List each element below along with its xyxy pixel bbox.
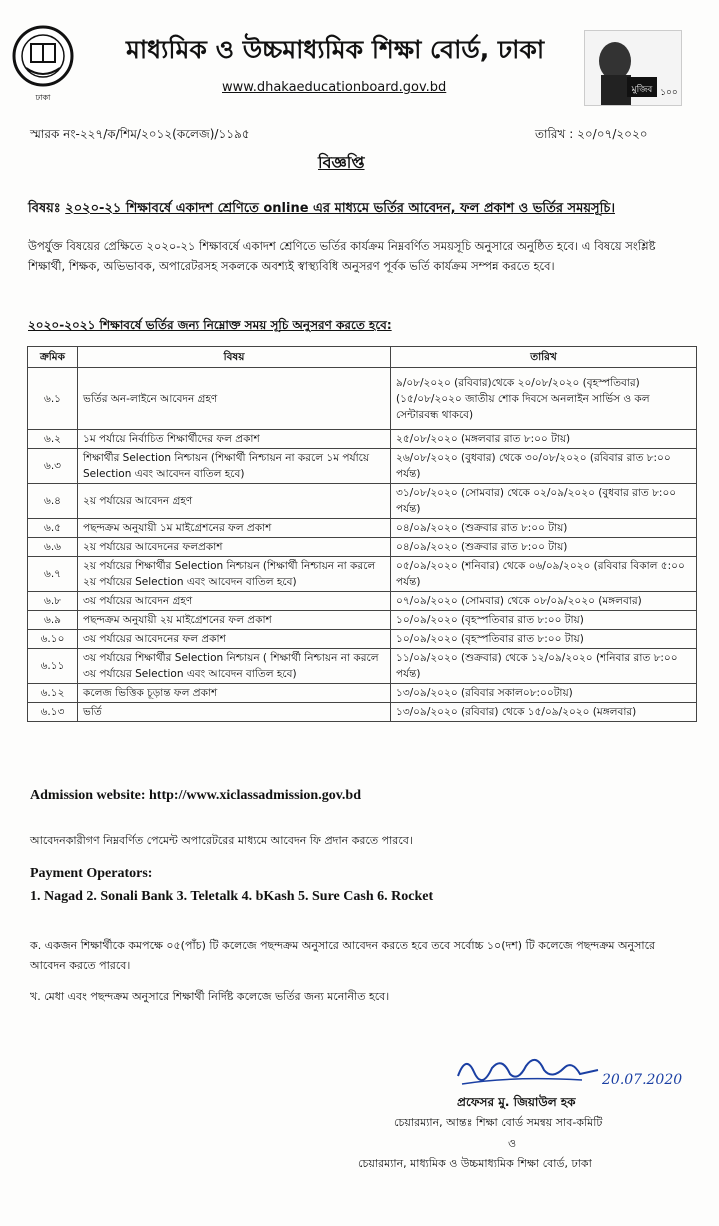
payment-operators-title: Payment Operators: (30, 866, 153, 881)
row-serial: ৬.৮ (28, 592, 78, 611)
row-date: ০৪/০৯/২০২০ (শুক্রবার রাত ৮:০০ টায়) (391, 538, 697, 557)
row-subject: ১ম পর্যায়ে নির্বাচিত শিক্ষার্থীদের ফল প্রকাশ (78, 430, 391, 449)
signer-role-1: চেয়ারম্যান, আন্তঃ শিক্ষা বোর্ড সমন্বয় সাব-কমিটি (394, 1116, 603, 1129)
row-serial: ৬.১ (28, 368, 78, 430)
table-row (28, 684, 697, 703)
table-row (28, 449, 697, 484)
table-row (28, 519, 697, 538)
signer-name: প্রফেসর মু. জিয়াউল হক (457, 1095, 576, 1109)
mujib-label: মুজিব (631, 85, 653, 95)
signer-role-connector: ও (508, 1137, 517, 1150)
note-k: ক. একজন শিক্ষার্থীকে কমপক্ষে ০৫(পাঁচ) টি কলেজে পছন্দক্রম অনুসারে আবেদন করতে হবে তবে সর্বোচ্চ ১০(দশ) টি কলেজে পছন্দক্রম অনুসারে আবেদন করতে পারবে। (30, 939, 656, 972)
row-date: ১০/০৯/২০২০ (বৃহস্পতিবার রাত ৮:০০ টায়) (391, 611, 697, 630)
row-subject: ২য় পর্যায়ের আবেদনের ফলপ্রকাশ (78, 538, 391, 557)
table-row (28, 703, 697, 722)
table-row (28, 557, 697, 592)
row-subject: ৩য় পর্যায়ের আবেদন গ্রহণ (78, 592, 391, 611)
row-subject: ৩য় পর্যায়ের আবেদনের ফল প্রকাশ (78, 630, 391, 649)
row-date: ১০/০৯/২০২০ (বৃহস্পতিবার রাত ৮:০০ টায়) (391, 630, 697, 649)
row-subject: পছন্দক্রম অনুযায়ী ২য় মাইগ্রেশনের ফল প্রকাশ (78, 611, 391, 630)
row-serial: ৬.১২ (28, 684, 78, 703)
row-serial: ৬.১৩ (28, 703, 78, 722)
row-date: ৩১/০৮/২০২০ (সোমবার) থেকে ০২/০৯/২০২০ (বুধবার রাত ৮:০০ পর্যন্ত) (391, 484, 697, 519)
table-row (28, 592, 697, 611)
board-website-link[interactable]: www.dhakaeducationboard.gov.bd (222, 80, 447, 95)
fee-note: আবেদনকারীগণ নিম্নবর্ণিত পেমেন্ট অপারেটরের মাধ্যমে আবেদন ফি প্রদান করতে পারবে। (30, 834, 413, 847)
row-date: ২৫/০৮/২০২০ (মঙ্গলবার রাত ৮:০০ টায়) (391, 430, 697, 449)
row-date: ২৬/০৮/২০২০ (বুধবার) থেকে ৩০/০৮/২০২০ (রবিবার রাত ৮:০০ পর্যন্ত) (391, 449, 697, 484)
handwritten-signature (452, 1046, 683, 1096)
schedule-heading: ২০২০-২০২১ শিক্ষাবর্ষে ভর্তির জন্য নিম্নোক্ত সময় সূচি অনুসরণ করতে হবে: (28, 318, 392, 332)
subject-text: ২০২০-২১ শিক্ষাবর্ষে একাদশ শ্রেণিতে online এর মাধ্যমে ভর্তির আবেদন, ফল প্রকাশ ও ভর্তির সময়সূচি। (65, 201, 615, 216)
row-serial: ৬.২ (28, 430, 78, 449)
table-row (28, 368, 697, 430)
board-seal-logo (12, 16, 74, 104)
row-serial: ৬.৫ (28, 519, 78, 538)
row-subject: ২য় পর্যায়ের শিক্ষার্থীর Selection নিশ্চায়ন (শিক্ষার্থী নিশ্চায়ন না করলে ২য় পর্যায়ের Selection এবং আবেদন বাতিল হবে) (78, 557, 391, 592)
memo-number: স্মারক নং-২২৭/ক/শিম/২০১২(কলেজ)/১১৯৫ (30, 127, 250, 141)
header-serial: ক্রমিক (28, 347, 78, 368)
schedule-table (27, 346, 697, 722)
row-date: ১৩/০৯/২০২০ (রবিবার) থেকে ১৫/০৯/২০২০ (মঙ্গলবার) (391, 703, 697, 722)
table-row (28, 630, 697, 649)
row-serial: ৬.৭ (28, 557, 78, 592)
table-row (28, 484, 697, 519)
row-subject: কলেজ ভিত্তিক চূড়ান্ত ফল প্রকাশ (78, 684, 391, 703)
row-subject: ২য় পর্যায়ের আবেদন গ্রহণ (78, 484, 391, 519)
row-subject: পছন্দক্রম অনুযায়ী ১ম মাইগ্রেশনের ফল প্রকাশ (78, 519, 391, 538)
table-row (28, 649, 697, 684)
intro-paragraph: উপর্যুক্ত বিষয়ের প্রেক্ষিতে ২০২০-২১ শিক্ষাবর্ষে একাদশ শ্রেণিতে ভর্তির কার্যক্রম নিম্নবর্ণিত সময়সূচি অনুসারে অনুষ্ঠিত হবে। এ বিষয়ে সংশ্লিষ্ট শিক্ষার্থী, শিক্ষক, অভিভাবক, অপারেটরসহ সকলকে অবশ্যই স্বাস্থ্যবিধি অনুসরণ পূর্বক ভর্তি কার্যক্রম সম্পন্ন করতে হবে। (28, 239, 656, 273)
signer-role-2: চেয়ারম্যান, মাধ্যমিক ও উচ্চমাধ্যমিক শিক্ষা বোর্ড, ঢাকা (358, 1157, 592, 1170)
row-date: ০৫/০৯/২০২০ (শনিবার) থেকে ০৬/০৯/২০২০ (রবিবার বিকাল ৫:০০ পর্যন্ত) (391, 557, 697, 592)
table-row (28, 430, 697, 449)
row-serial: ৬.৯ (28, 611, 78, 630)
mujib-year: ১০০ (660, 88, 678, 98)
board-name: মাধ্যমিক ও উচ্চমাধ্যমিক শিক্ষা বোর্ড, ঢাকা (126, 35, 545, 64)
memo-date: তারিখ : ২০/০৭/২০২০ (535, 127, 648, 141)
row-serial: ৬.৪ (28, 484, 78, 519)
row-date: ১৩/০৯/২০২০ (রবিবার সকাল০৮:০০টায়) (391, 684, 697, 703)
note-kh: খ. মেধা এবং পছন্দক্রম অনুসারে শিক্ষার্থী নির্দিষ্ট কলেজে ভর্তির জন্য মনোনীত হবে। (30, 990, 390, 1003)
row-serial: ৬.১০ (28, 630, 78, 649)
row-date: ১১/০৯/২০২০ (শুক্রবার) থেকে ১২/০৯/২০২০ (শনিবার রাত ৮:০০ পর্যন্ত) (391, 649, 697, 684)
row-date: ০৭/০৯/২০২০ (সোমবার) থেকে ০৮/০৯/২০২০ (মঙ্গলবার) (391, 592, 697, 611)
admission-website[interactable]: Admission website: http://www.xiclassadmission.gov.bd (30, 788, 362, 803)
row-serial: ৬.৬ (28, 538, 78, 557)
row-date: ৯/০৮/২০২০ (রবিবার)থেকে ২০/০৮/২০২০ (বৃহস্পতিবার) (১৫/০৮/২০২০ জাতীয় শোক দিবসে অনলাইন সার্ভিস ও কল সেন্টারবন্ধ থাকবে) (391, 368, 697, 430)
row-subject: ৩য় পর্যায়ের শিক্ষার্থীর Selection নিশ্চায়ন ( শিক্ষার্থী নিশ্চায়ন না করলে ৩য় পর্যায়ের Selection এবং আবেদন বাতিল হবে) (78, 649, 391, 684)
row-serial: ৬.৩ (28, 449, 78, 484)
table-header-row (28, 347, 697, 368)
header-date: তারিখ (391, 347, 697, 368)
table-row (28, 538, 697, 557)
row-subject: ভর্তি (78, 703, 391, 722)
signature-date: 20.07.2020 (602, 1072, 683, 1088)
subject-label: বিষয়ঃ (28, 201, 61, 216)
row-subject: শিক্ষার্থীর Selection নিশ্চায়ন (শিক্ষার্থী নিশ্চায়ন না করলে ১ম পর্যায়ে Selection এবং আবেদন বাতিল হবে) (78, 449, 391, 484)
payment-operators-list: 1. Nagad 2. Sonali Bank 3. Teletalk 4. bKash 5. Sure Cash 6. Rocket (30, 889, 434, 904)
table-row (28, 611, 697, 630)
seal-text: ঢাকা (35, 93, 51, 102)
row-date: ০৪/০৯/২০২০ (শুক্রবার রাত ৮:০০ টায়) (391, 519, 697, 538)
subject-line (28, 199, 668, 220)
mujib-portrait-image (584, 30, 682, 106)
header-subject: বিষয় (78, 347, 391, 368)
row-serial: ৬.১১ (28, 649, 78, 684)
notice-title: বিজ্ঞপ্তি (318, 153, 365, 172)
row-subject: ভর্তির অন-লাইনে আবেদন গ্রহণ (78, 368, 391, 430)
